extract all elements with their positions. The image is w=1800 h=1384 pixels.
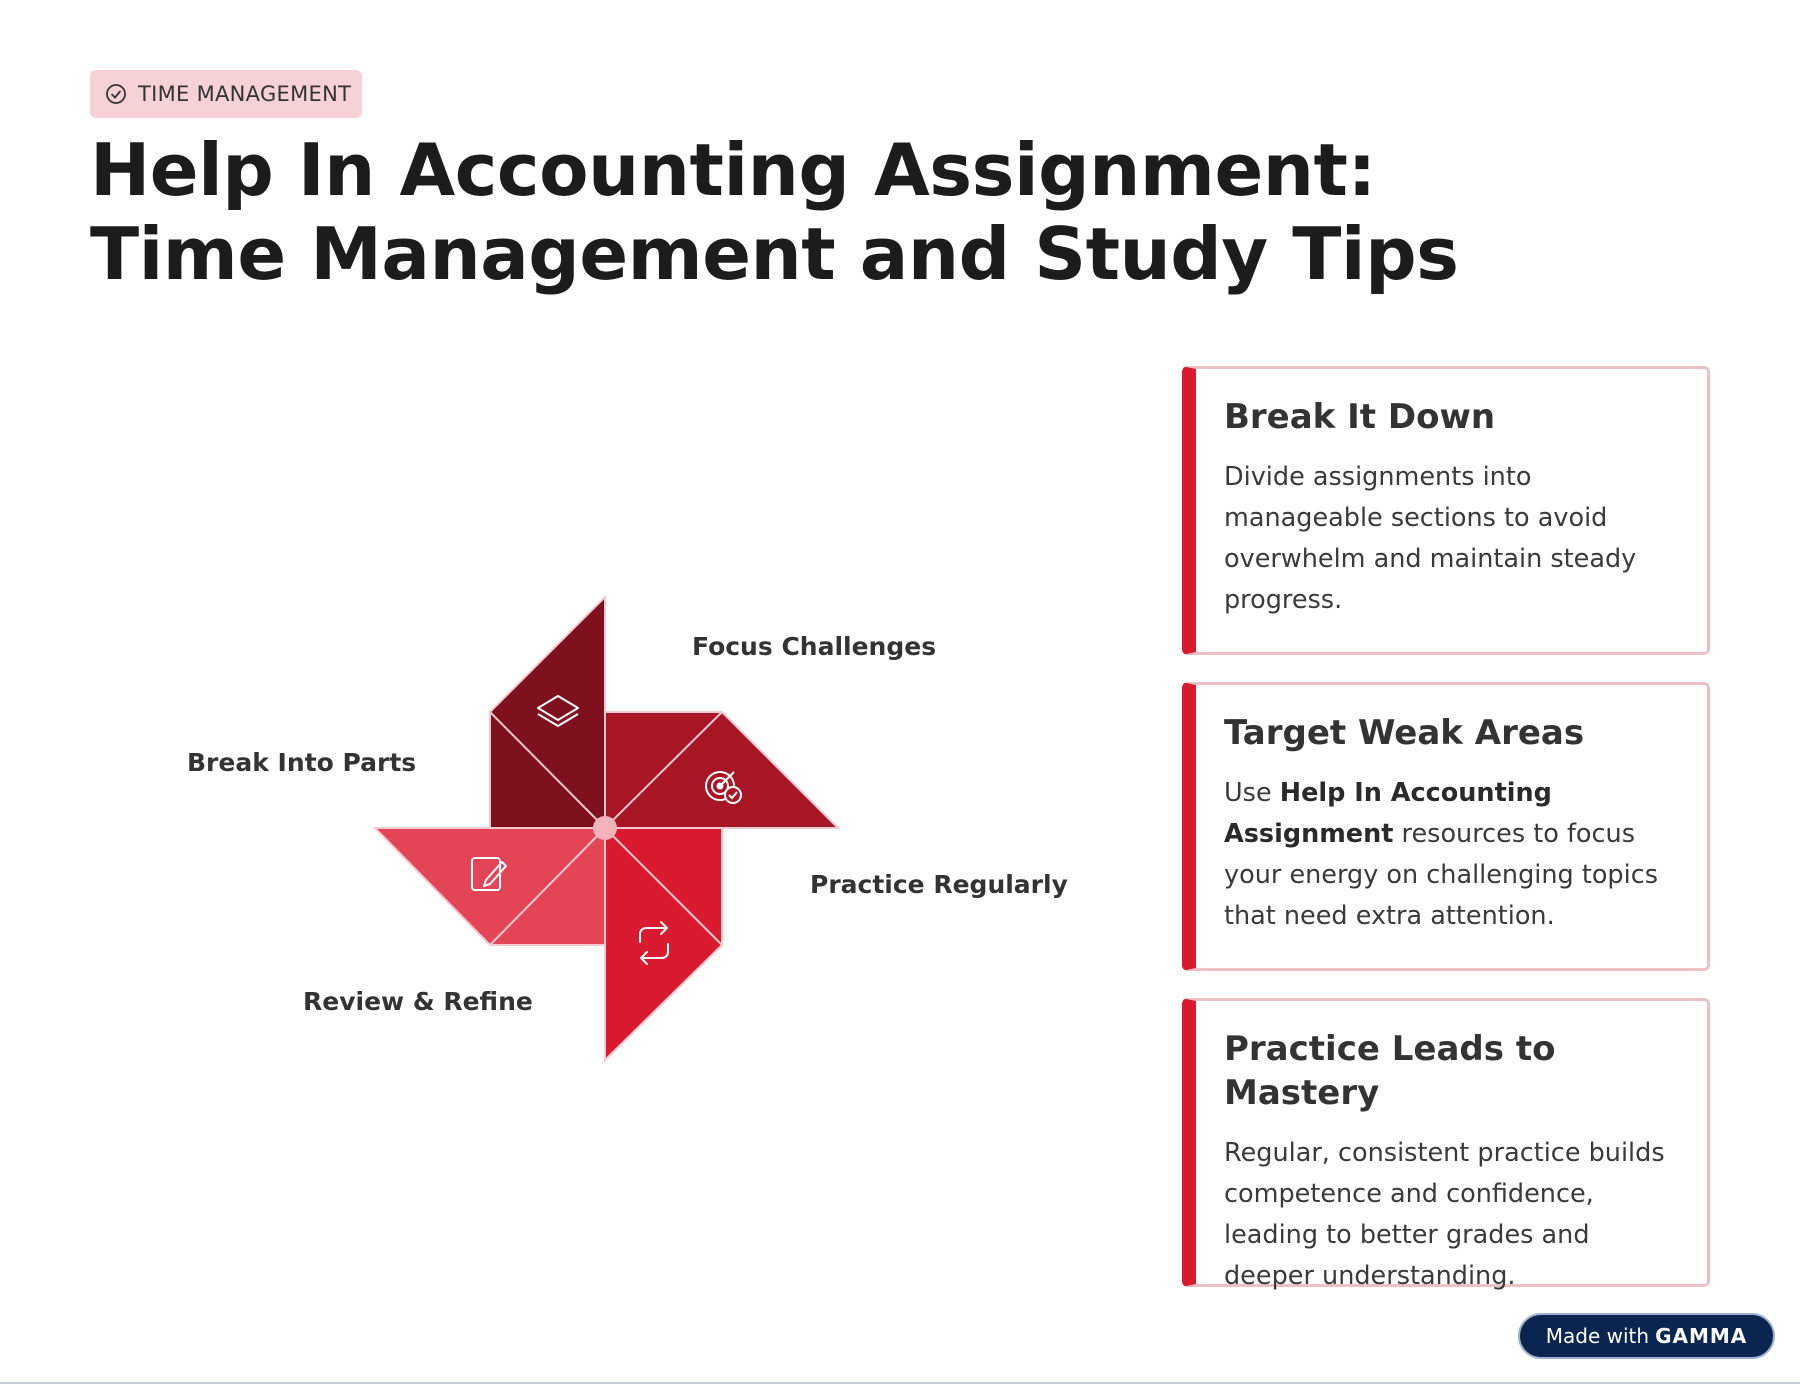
- card-target-weak-areas: [1182, 682, 1710, 971]
- pinwheel-label-review: Review & Refine: [303, 987, 533, 1016]
- clock-icon: [104, 82, 128, 106]
- card-body-post: resources to focus your energy on challenging topics that need extra attention.: [1224, 819, 1658, 931]
- tag-label: TIME MANAGEMENT: [138, 82, 352, 106]
- card-body: Regular, consistent practice builds competence and confidence, leading to better grades and deeper understanding.: [1224, 1138, 1665, 1291]
- card-body-pre: Use: [1224, 778, 1280, 808]
- section-tag: [90, 70, 362, 118]
- card-title: Break It Down: [1224, 397, 1496, 437]
- pinwheel-blade-left: [375, 828, 605, 945]
- page-title: Help In Accounting Assignment: Time Management and Study Tips: [90, 128, 1459, 296]
- pinwheel-blade-right: [605, 712, 838, 828]
- pinwheel-label-break: Break Into Parts: [187, 748, 417, 777]
- card-practice-mastery: [1182, 998, 1710, 1291]
- badge-prefix: Made with: [1545, 1324, 1650, 1348]
- pinwheel-label-practice: Practice Regularly: [810, 870, 1068, 899]
- card-break-it-down: [1182, 366, 1710, 655]
- made-with-gamma-badge[interactable]: [1518, 1313, 1775, 1359]
- gamma-logo: GAMMA: [1655, 1324, 1748, 1348]
- pinwheel-label-focus: Focus Challenges: [692, 632, 937, 661]
- card-body: Divide assignments into manageable sections to avoid overwhelm and maintain steady progress.: [1224, 462, 1637, 615]
- card-body-bold: Help In Accounting Assignment: [1224, 778, 1552, 849]
- pinwheel-blade-bottom: [605, 828, 722, 1060]
- pinwheel-center: [593, 816, 617, 840]
- card-title: Target Weak Areas: [1224, 713, 1585, 753]
- card-title: Practice Leads to Mastery: [1224, 1029, 1556, 1113]
- pinwheel-blade-top: [490, 597, 605, 828]
- card-body: [1224, 773, 1677, 937]
